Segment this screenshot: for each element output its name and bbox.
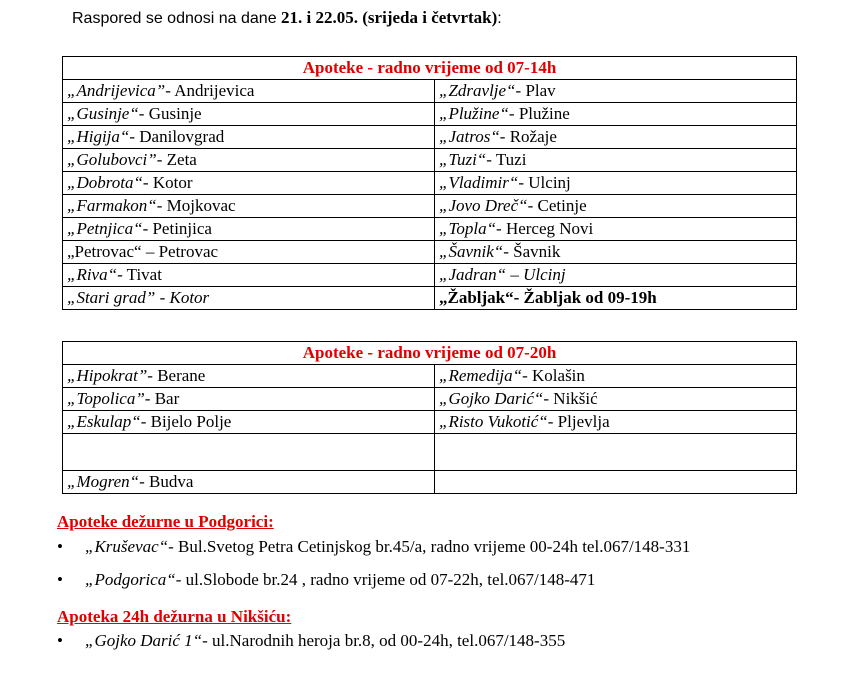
pharmacy-town: - Bar [144, 389, 180, 408]
pharmacy-town: - Herceg Novi [496, 219, 594, 238]
table-cell [435, 218, 797, 241]
table-cell [435, 411, 797, 434]
pharmacy-name: „Zdravlje“ [439, 81, 516, 100]
podgorica-duty-heading: Apoteke dežurne u Podgorici: [57, 512, 274, 531]
table-cell [63, 218, 435, 241]
table-row [63, 434, 797, 471]
table-row [63, 264, 797, 287]
table-cell [435, 172, 797, 195]
table-row [63, 80, 797, 103]
pharmacy-town: - Kolašin [522, 366, 585, 385]
pharmacy-town: - Rožaje [499, 127, 557, 146]
pharmacy-town: - Šavnik [503, 242, 561, 261]
table-cell [63, 264, 435, 287]
pharmacy-name: „Higija“ [67, 127, 130, 146]
pharmacy-name: „Gojko Darić“ [439, 389, 544, 408]
pharmacy-name: „Stari grad” - Kotor [67, 288, 210, 307]
list-item [57, 536, 690, 569]
table-row [63, 103, 797, 126]
pharmacy-town: - Andrijevica [165, 81, 255, 100]
bullet-icon: • [57, 570, 63, 589]
table-cell [435, 287, 797, 310]
pharmacy-town: - Tuzi [486, 150, 527, 169]
pharmacy-town: „Žabljak“- Žabljak od 09-19h [439, 288, 657, 307]
table-row [63, 241, 797, 264]
pharmacy-town: - Danilovgrad [129, 127, 225, 146]
table-cell [435, 471, 797, 494]
pharmacy-town: - Tivat [117, 265, 162, 284]
table-cell [63, 287, 435, 310]
pharmacy-name: „Farmakon“ [67, 196, 157, 215]
pharmacy-town: - Pljevlja [547, 412, 610, 431]
table-cell [435, 126, 797, 149]
table-cell [63, 411, 435, 434]
table-header: Apoteke - radno vrijeme od 07-14h [63, 57, 797, 80]
table-cell [435, 388, 797, 411]
table-cell [63, 126, 435, 149]
table-row [63, 471, 797, 494]
pharmacy-town: - Gusinje [138, 104, 202, 123]
pharmacy-name: „Topla“ [439, 219, 497, 238]
table-cell [435, 103, 797, 126]
list-item [57, 569, 690, 602]
pharmacy-name: „Riva“ [67, 265, 118, 284]
table-row [63, 388, 797, 411]
pharmacy-name: „Šavnik“ [439, 242, 504, 261]
bullet-icon: • [57, 537, 63, 556]
pharmacy-name: „Mogren“ [67, 472, 140, 491]
pharmacy-name: „Jatros“ [439, 127, 500, 146]
pharmacy-town: - Nikšić [543, 389, 598, 408]
pharmacy-name: „Gusinje“ [67, 104, 139, 123]
bullet-icon: • [57, 631, 63, 650]
pharmacy-town: - Petinjica [142, 219, 212, 238]
table-cell [435, 434, 797, 471]
pharmacy-name: „Jovo Dreč“ [439, 196, 528, 215]
table-row [63, 365, 797, 388]
table-row [63, 149, 797, 172]
table-row [63, 195, 797, 218]
table-cell [63, 434, 435, 471]
niksic-duty-heading: Apoteka 24h dežurna u Nikšiću: [57, 607, 292, 626]
pharmacy-town: - Zeta [156, 150, 197, 169]
pharmacy-name: „Andrijevica” [67, 81, 166, 100]
pharmacy-name: „Gojko Darić 1“ [85, 631, 203, 650]
pharmacy-town: - Bijelo Polje [140, 412, 232, 431]
intro-prefix: Raspored se odnosi na dane [72, 10, 282, 27]
table-cell [63, 172, 435, 195]
pharmacy-details: - Bul.Svetog Petra Cetinjskog br.45/a, radno vrijeme 00-24h tel.067/148-331 [168, 537, 691, 556]
niksic-duty-list [57, 630, 565, 663]
table-cell [63, 241, 435, 264]
table-cell [63, 471, 435, 494]
pharmacy-name: „Golubovci” [67, 150, 157, 169]
podgorica-duty-list [57, 536, 690, 602]
table-cell [63, 80, 435, 103]
pharmacy-town: - Plužine [508, 104, 570, 123]
pharmacy-details: - ul.Slobode br.24 , radno vrijeme od 07-22h, tel.067/148-471 [175, 570, 596, 589]
pharmacy-name: „Kruševac“ [85, 537, 169, 556]
table-row [63, 126, 797, 149]
table-row [63, 172, 797, 195]
pharmacy-town: - Berane [147, 366, 206, 385]
table-cell [63, 365, 435, 388]
pharmacy-town: - Kotor [142, 173, 193, 192]
table-cell [63, 195, 435, 218]
table-cell [435, 264, 797, 287]
pharmacies-07-20-table [62, 341, 797, 494]
intro-suffix: : [497, 10, 502, 27]
schedule-intro [72, 8, 502, 28]
pharmacy-town: - Plav [515, 81, 556, 100]
pharmacy-name: „Dobrota“ [67, 173, 143, 192]
table-row [63, 218, 797, 241]
table-row [63, 411, 797, 434]
pharmacy-details: - ul.Narodnih heroja br.8, od 00-24h, tel.067/148-355 [202, 631, 566, 650]
table-cell [63, 388, 435, 411]
intro-dates: 21. i 22.05. (srijeda i četvrtak) [281, 8, 498, 27]
pharmacy-town: - Ulcinj [518, 173, 571, 192]
pharmacy-name: „Eskulap“ [67, 412, 141, 431]
table-cell [435, 149, 797, 172]
pharmacy-name: „Podgorica“ [85, 570, 176, 589]
pharmacy-name: „Vladimir“ [439, 173, 519, 192]
pharmacy-name: „Hipokrat” [67, 366, 148, 385]
list-item [57, 630, 565, 663]
pharmacy-name: „Petnjica“ [67, 219, 143, 238]
table-cell [435, 80, 797, 103]
pharmacy-town: „Petrovac“ – Petrovac [67, 242, 219, 261]
table-cell [435, 365, 797, 388]
pharmacy-town: - Mojkovac [156, 196, 236, 215]
table-cell [435, 195, 797, 218]
pharmacy-name: „Tuzi“ [439, 150, 487, 169]
pharmacy-name: „Topolica” [67, 389, 145, 408]
table-row [63, 287, 797, 310]
pharmacies-07-14-table [62, 56, 797, 310]
pharmacy-name: „Remedija“ [439, 366, 523, 385]
pharmacy-name: „Plužine“ [439, 104, 509, 123]
table-cell [435, 241, 797, 264]
pharmacy-town: - Budva [139, 472, 194, 491]
table-cell [63, 149, 435, 172]
pharmacy-name: „Jadran“ – Ulcinj [439, 265, 566, 284]
table-cell [63, 103, 435, 126]
table-header: Apoteke - radno vrijeme od 07-20h [63, 342, 797, 365]
pharmacy-town: - Cetinje [527, 196, 587, 215]
pharmacy-name: „Risto Vukotić“ [439, 412, 548, 431]
